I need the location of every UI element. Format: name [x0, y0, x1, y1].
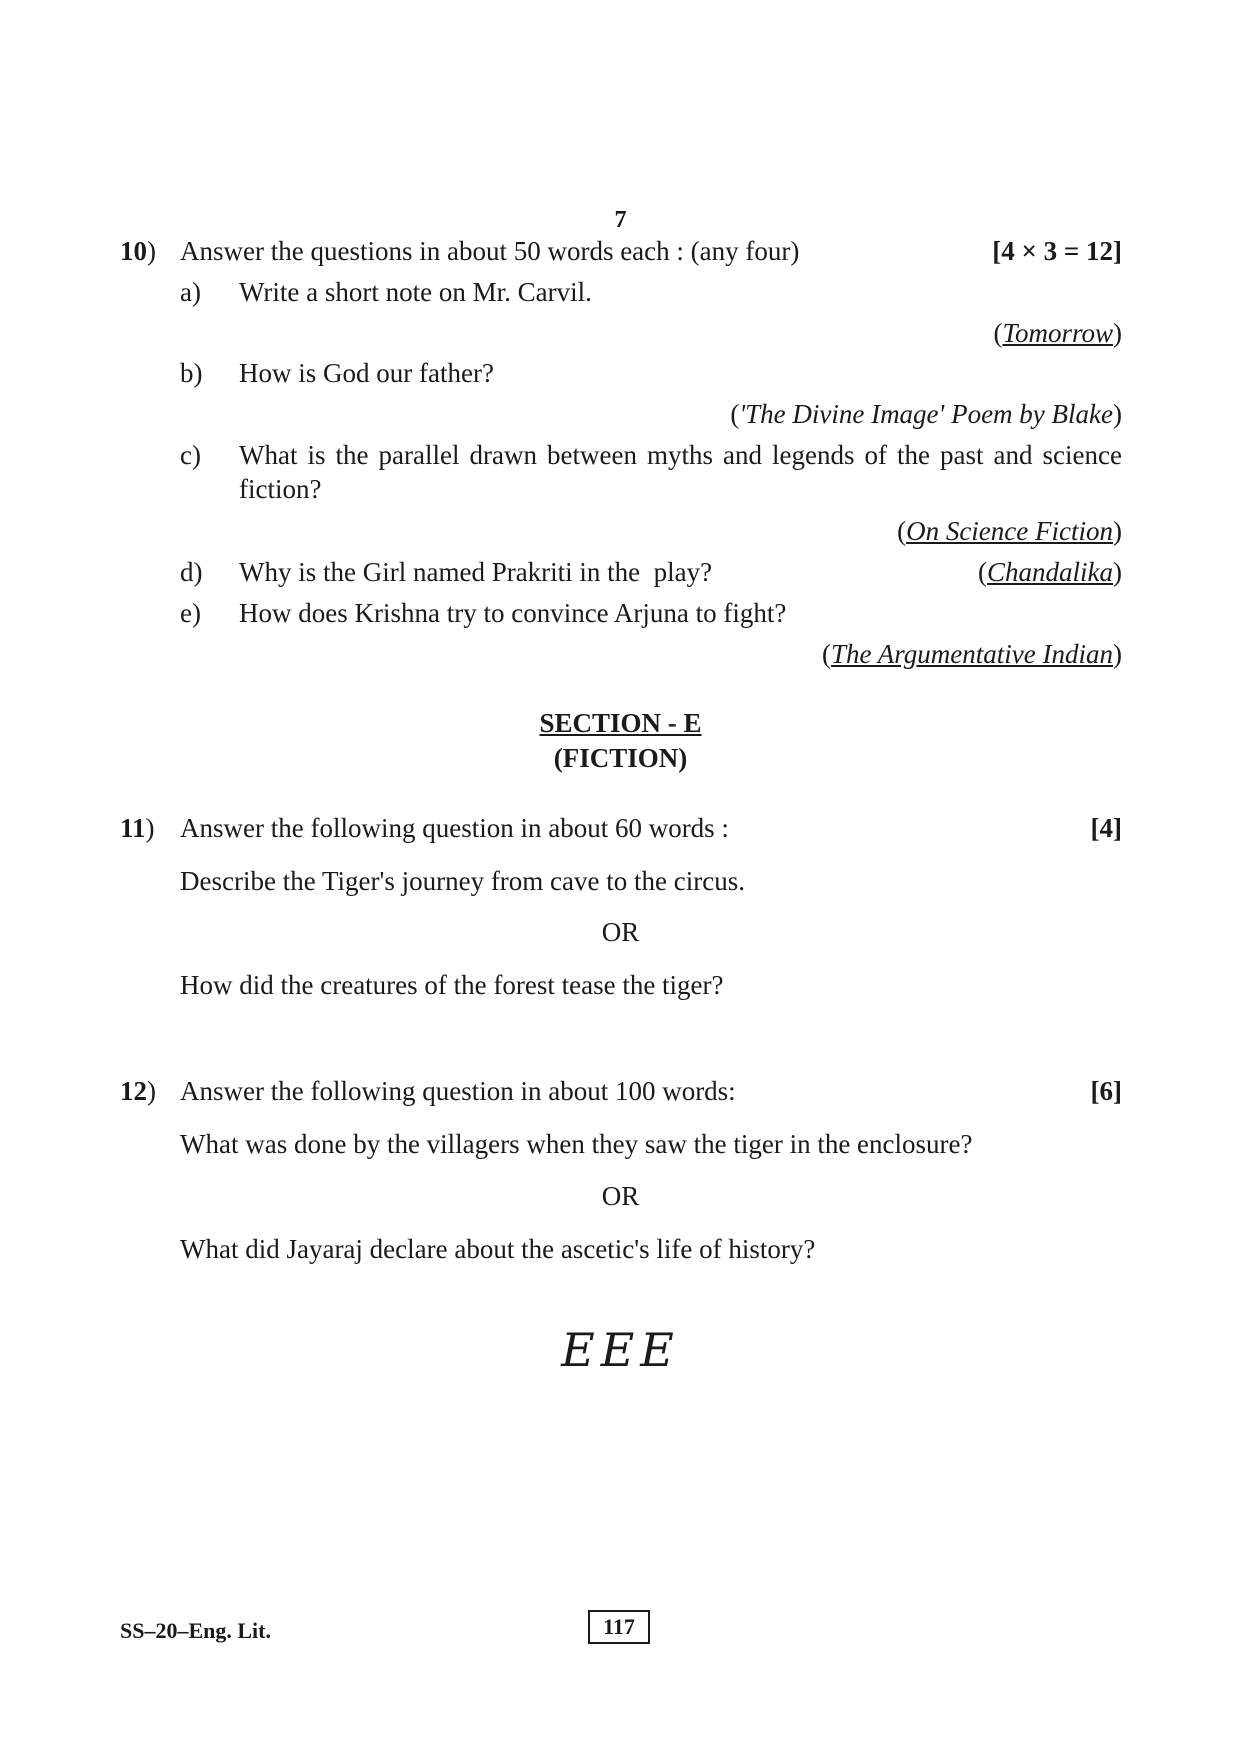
question-12-option-2: What did Jayaraj declare about the ascetic's life of history?	[180, 1234, 816, 1264]
question-11-option-2: How did the creatures of the forest tease the tiger?	[180, 970, 724, 1000]
q10-item-c-letter: c)	[180, 440, 201, 470]
question-11-text: Answer the following question in about 60 words :	[180, 813, 729, 843]
question-10-marks: [4 × 3 = 12]	[992, 236, 1122, 266]
q10-item-b-text: How is God our father?	[239, 358, 494, 388]
question-12-marks: [6]	[1090, 1076, 1122, 1106]
q10-item-e-letter: e)	[180, 598, 201, 628]
footer-code: SS–20–Eng. Lit.	[120, 1618, 271, 1643]
section-title: SECTION - E	[539, 708, 702, 738]
question-10-number: 10)	[120, 236, 156, 266]
question-12-option-1: What was done by the villagers when they saw the tiger in the enclosure?	[180, 1129, 973, 1159]
q10-item-a-letter: a)	[180, 277, 201, 307]
question-12-number: 12)	[120, 1076, 156, 1106]
question-12-or: OR	[601, 1181, 640, 1211]
q10-item-c-text: What is the parallel drawn between myths and legends of the past and science fiction?	[239, 440, 1122, 504]
question-12-text: Answer the following question in about 100 words:	[180, 1076, 736, 1106]
question-11-marks: [4]	[1090, 813, 1122, 843]
q10-item-d-source: (Chandalika)	[978, 557, 1122, 587]
question-11-or: OR	[601, 917, 640, 947]
question-11-number: 11)	[120, 813, 155, 843]
q10-item-d-letter: d)	[180, 557, 203, 587]
footer-page-number: 117	[588, 1610, 650, 1644]
q10-item-a-text: Write a short note on Mr. Carvil.	[239, 277, 592, 307]
section-subtitle: (FICTION)	[553, 743, 688, 773]
q10-item-b-letter: b)	[180, 358, 203, 388]
q10-item-b-source: ('The Divine Image' Poem by Blake)	[730, 399, 1122, 429]
page-header-number: 7	[614, 207, 627, 233]
question-10-text: Answer the questions in about 50 words each : (any four)	[180, 236, 800, 266]
q10-item-a-source: (Tomorrow)	[993, 318, 1122, 348]
end-mark: EEE	[561, 1323, 680, 1377]
q10-item-d-text: Why is the Girl named Prakriti in the play?	[239, 557, 713, 587]
q10-item-e-text: How does Krishna try to convince Arjuna to fight?	[239, 598, 787, 628]
question-11-option-1: Describe the Tiger's journey from cave to the circus.	[180, 866, 745, 896]
q10-item-c-source: (On Science Fiction)	[897, 516, 1122, 546]
q10-item-e-source: (The Argumentative Indian)	[822, 639, 1122, 669]
